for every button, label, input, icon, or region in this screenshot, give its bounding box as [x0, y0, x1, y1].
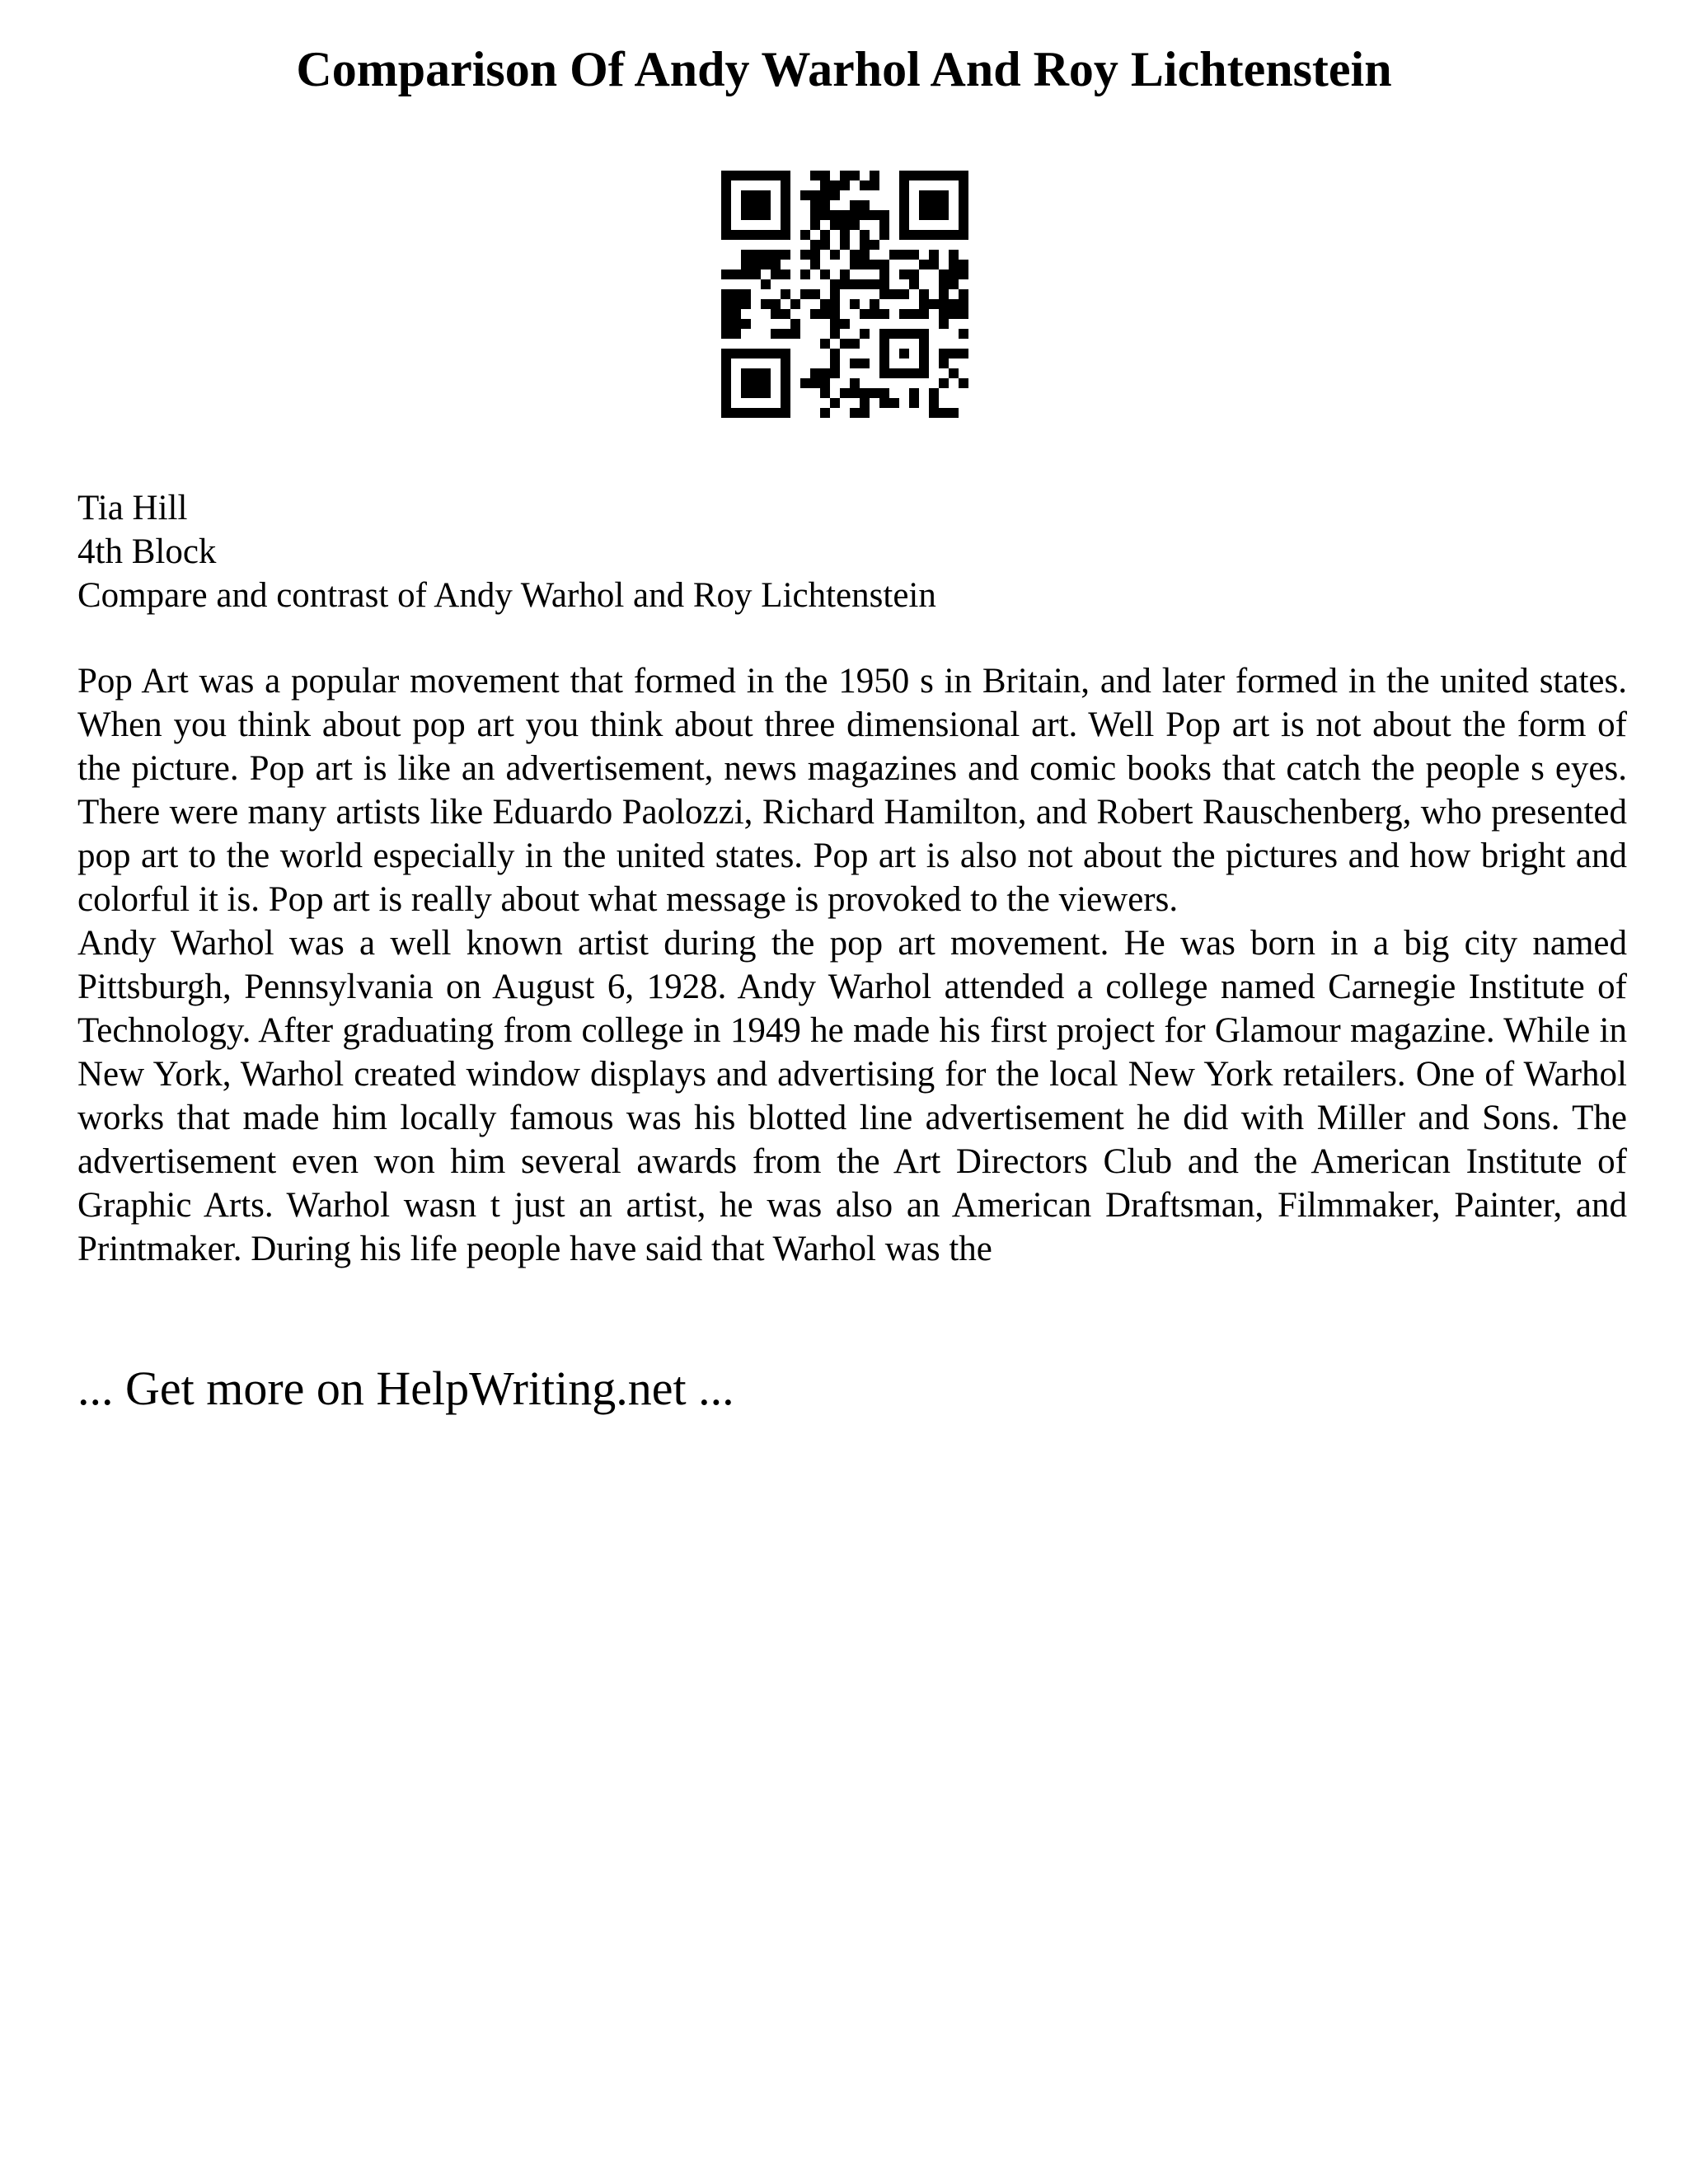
paragraph-andy-warhol: Andy Warhol was a well known artist during the pop art movement. He was born in a big city named Pittsburgh, Pennsylvania on August 6, 1928. Andy Warhol attended a college named Carnegie Institute of Technology. After graduating from college in 1949 he made his first project for Glamour magazine. While in New York, Warhol created window displays and advertising for the local New York retailers. One of Warhol works that made him locally famous was his blotted line advertisement he did with Miller and Sons. The advertisement even won him several awards from the Art Directors Club and the American Institute of Graphic Arts. Warhol wasn t just an artist, he was also an American Draftsman, Filmmaker, Painter, and Printmaker. During his life people have said that Warhol was the [77, 924, 1627, 1268]
class-block: 4th Block [77, 532, 217, 571]
qr-code-icon [721, 171, 968, 418]
paragraph-pop-art: Pop Art was a popular movement that formed in the 1950 s in Britain, and later formed in the united states. When you think about pop art you think about three dimensional art. Well Pop art is not about the form of the picture. Pop art is like an advertisement, news magazines and comic books that catch the people s eyes. There were many artists like Eduardo Paolozzi, Richard Hamilton, and Robert Rauschenberg, who presented pop art to the world especially in the united states. Pop art is also not about the pictures and how bright and colorful it is. Pop art is really about what message is provoked to the viewers. [77, 662, 1627, 919]
document-title: Comparison Of Andy Warhol And Roy Lichtenstein [296, 42, 1392, 96]
essay-body [77, 659, 1627, 1271]
qr-code [721, 171, 968, 418]
author-name: Tia Hill [77, 489, 188, 527]
get-more-link[interactable]: ... Get more on HelpWriting.net ... [77, 1361, 734, 1415]
document-header-block [77, 486, 1627, 617]
essay-subtitle: Compare and contrast of Andy Warhol and Roy Lichtenstein [77, 576, 936, 615]
